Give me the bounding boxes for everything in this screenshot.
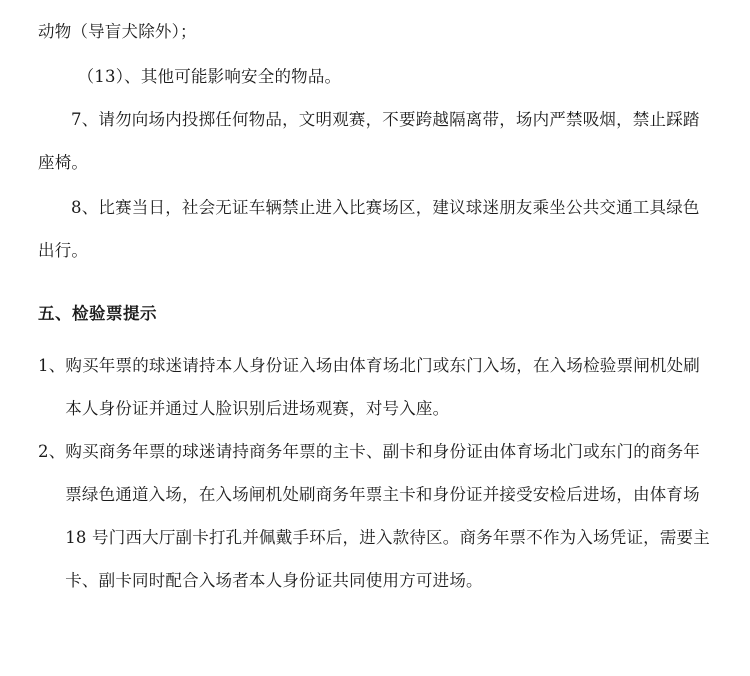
list-item-ticket-1-continued: 本人身份证并通过人脸识别后进场观赛，对号入座。: [65, 399, 450, 418]
list-item-7: 7、请勿向场内投掷任何物品，文明观赛，不要跨越隔离带，场内严禁吸烟，禁止踩踏: [71, 110, 700, 129]
list-item-ticket-1: 1、购买年票的球迷请持本人身份证入场由体育场北门或东门入场，在入场检验票闸机处刷: [38, 356, 700, 375]
list-item-ticket-2-continued-1: 票绿色通道入场，在入场闸机处刷商务年票主卡和身份证并接受安检后进场，由体育场: [65, 485, 700, 504]
list-item-ticket-2: 2、购买商务年票的球迷请持商务年票的主卡、副卡和身份证由体育场北门或东门的商务年: [38, 442, 700, 461]
paragraph-prohibited-items-continued: 动物（导盲犬除外）；: [38, 22, 197, 41]
list-item-8: 8、比赛当日，社会无证车辆禁止进入比赛场区，建议球迷朋友乘坐公共交通工具绿色: [71, 198, 700, 217]
list-item-8-continued: 出行。: [38, 241, 89, 260]
list-item-13: （13）、其他可能影响安全的物品。: [77, 67, 342, 86]
section-heading-ticket-inspection: 五、检验票提示: [38, 304, 157, 323]
list-item-ticket-2-continued-3: 卡、副卡同时配合入场者本人身份证共同使用方可进场。: [65, 571, 483, 590]
list-item-ticket-2-continued-2: 18 号门西大厅副卡打孔并佩戴手环后，进入款待区。商务年票不作为入场凭证，需要主: [65, 528, 710, 547]
list-item-7-continued: 座椅。: [38, 153, 89, 172]
